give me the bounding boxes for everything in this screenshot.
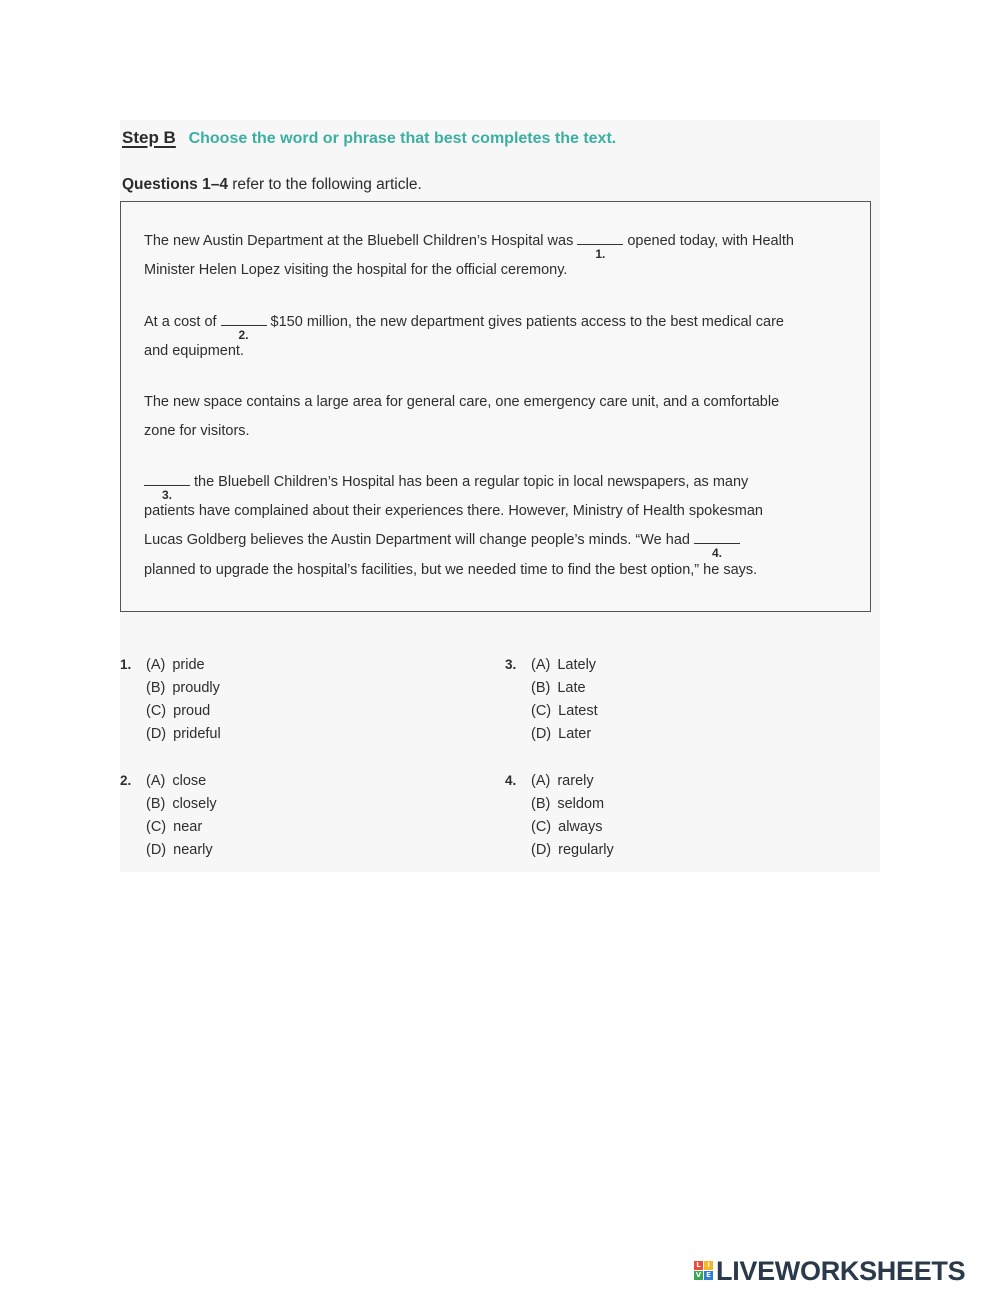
questions-reference <box>122 176 422 194</box>
article-text: opened today, with Health <box>627 233 794 249</box>
blank-2[interactable] <box>221 315 267 342</box>
option-letter: (A) <box>146 773 166 789</box>
question-number: 3. <box>505 657 517 672</box>
logo-tile: I <box>704 1261 713 1270</box>
option-4c[interactable] <box>531 819 602 835</box>
blank-4[interactable] <box>694 533 740 560</box>
step-label: Step B <box>122 128 176 147</box>
article-line <box>144 423 250 439</box>
logo-text: LIVEWORKSHEETS <box>716 1256 966 1286</box>
option-letter: (B) <box>146 680 166 696</box>
option-text: proud <box>173 703 211 719</box>
option-text: Latest <box>558 703 598 719</box>
question-1 <box>120 657 420 752</box>
option-letter: (C) <box>531 819 552 835</box>
article-box <box>120 201 871 612</box>
option-letter: (A) <box>531 773 551 789</box>
article-text: $150 million, the new department gives patients access to the best medical care <box>270 314 784 330</box>
option-text: pride <box>172 657 205 673</box>
option-text: rarely <box>557 773 594 789</box>
article-line <box>144 532 744 560</box>
option-text: proudly <box>172 680 220 696</box>
article-text: patients have complained about their experiences there. However, Ministry of Health spokesman <box>144 503 763 519</box>
article-text: Minister Helen Lopez visiting the hospital for the official ceremony. <box>144 262 568 278</box>
blank-number: 1. <box>595 247 606 261</box>
option-3a[interactable] <box>531 657 596 673</box>
option-text: near <box>173 819 203 835</box>
option-2d[interactable] <box>146 842 213 858</box>
option-4d[interactable] <box>531 842 614 858</box>
option-1a[interactable] <box>146 657 205 673</box>
option-text: Later <box>558 726 592 742</box>
step-instruction: Choose the word or phrase that best completes the text. <box>188 130 617 147</box>
option-text: prideful <box>173 726 221 742</box>
logo-tile: L <box>694 1261 703 1270</box>
option-text: Late <box>557 680 586 696</box>
article-text: The new space contains a large area for general care, one emergency care unit, and a comfortable <box>144 394 780 410</box>
blank-number: 4. <box>711 546 722 560</box>
article-text: At a cost of <box>144 314 217 330</box>
option-text: Lately <box>557 657 597 673</box>
option-letter: (D) <box>146 842 167 858</box>
option-text: seldom <box>557 796 605 812</box>
question-number: 4. <box>505 773 517 788</box>
option-letter: (C) <box>146 819 167 835</box>
logo-mark-icon <box>694 1261 714 1281</box>
article-line <box>144 562 757 578</box>
article-text: zone for visitors. <box>144 423 250 439</box>
blank-number: 3. <box>161 488 172 502</box>
article-text: The new Austin Department at the Bluebell Children’s Hospital was <box>144 233 574 249</box>
option-text: regularly <box>558 842 614 858</box>
option-letter: (C) <box>531 703 552 719</box>
option-text: nearly <box>173 842 213 858</box>
step-header <box>122 128 616 148</box>
option-1d[interactable] <box>146 726 221 742</box>
article-text: and equipment. <box>144 343 244 359</box>
option-2b[interactable] <box>146 796 217 812</box>
option-letter: (D) <box>531 842 552 858</box>
questions-range: Questions 1–4 <box>122 176 228 193</box>
option-2c[interactable] <box>146 819 202 835</box>
question-3 <box>505 657 805 752</box>
question-2 <box>120 773 420 868</box>
article-line <box>144 314 784 342</box>
option-2a[interactable] <box>146 773 206 789</box>
article-text: planned to upgrade the hospital’s facilities, but we needed time to find the best option,” he says. <box>144 562 758 578</box>
question-number: 1. <box>120 657 132 672</box>
article-line <box>144 474 749 502</box>
logo-tile: E <box>704 1271 713 1280</box>
option-text: always <box>558 819 603 835</box>
logo-tile: V <box>695 1271 702 1279</box>
question-4 <box>505 773 805 868</box>
option-4a[interactable] <box>531 773 594 789</box>
option-1c[interactable] <box>146 703 210 719</box>
option-letter: (B) <box>146 796 166 812</box>
option-text: close <box>172 773 207 789</box>
article-line <box>144 503 763 519</box>
questions-ref-text: refer to the following article. <box>227 176 422 193</box>
option-letter: (B) <box>531 796 551 812</box>
article-text: the Bluebell Children’s Hospital has been a regular topic in local newspapers, as many <box>194 474 749 490</box>
option-letter: (A) <box>531 657 551 673</box>
article-line <box>144 233 794 261</box>
article-line <box>144 343 244 359</box>
option-text: closely <box>172 796 217 812</box>
option-3d[interactable] <box>531 726 591 742</box>
blank-number: 2. <box>238 328 249 342</box>
article-line <box>144 394 779 410</box>
option-letter: (A) <box>146 657 166 673</box>
option-letter: (D) <box>146 726 167 742</box>
option-3b[interactable] <box>531 680 586 696</box>
option-letter: (B) <box>531 680 551 696</box>
option-4b[interactable] <box>531 796 604 812</box>
option-1b[interactable] <box>146 680 220 696</box>
blank-1[interactable] <box>577 234 623 261</box>
article-text: Lucas Goldberg believes the Austin Department will change people’s minds. “We had <box>144 532 690 548</box>
article-line <box>144 262 567 278</box>
blank-3[interactable] <box>144 475 190 502</box>
option-letter: (D) <box>531 726 552 742</box>
option-3c[interactable] <box>531 703 598 719</box>
option-letter: (C) <box>146 703 167 719</box>
question-number: 2. <box>120 773 132 788</box>
